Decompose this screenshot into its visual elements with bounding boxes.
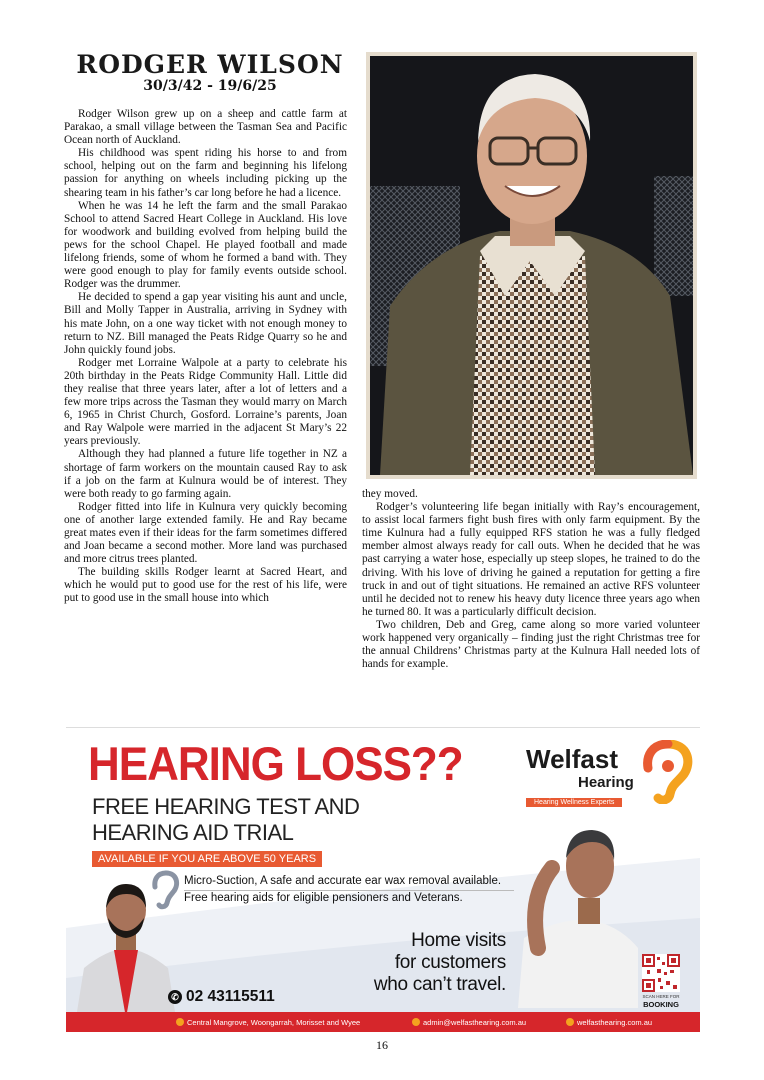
portrait-photo <box>366 52 697 479</box>
qr-caption: SCAN HERE FOR <box>642 994 680 999</box>
ad-subhead-line: HEARING AID TRIAL <box>92 820 294 845</box>
customer-photo <box>518 808 638 1008</box>
ad-footer <box>66 1012 700 1032</box>
footer-email[interactable]: admin@welfasthearing.com.au <box>412 1018 526 1027</box>
email-icon <box>412 1018 420 1026</box>
hearing-advertisement[interactable] <box>66 727 700 1032</box>
ear-logo-icon <box>642 740 694 804</box>
brand-name: Welfast <box>526 744 618 774</box>
home-line: for customers <box>394 952 506 973</box>
home-line: Home visits <box>411 930 506 951</box>
paragraph: The building skills Rodger learnt at Sacred Heart, and which he would put to good use for the rest of his life, were put to good use in the small house into which <box>64 566 347 605</box>
page-number: 16 <box>376 1038 388 1052</box>
service-line: Free hearing aids for eligible pensioners and Veterans. <box>184 892 463 904</box>
ad-subhead <box>92 794 359 846</box>
paragraph: they moved. <box>362 488 418 500</box>
paragraph: When he was 14 he left the farm and the small Parakao School to attend Sacred Heart College in Auckland. His love for woodwork and building evolved from helping build the pews for the school Chapel. He played football and made lifelong friends, some of whom he formed a band with. They were good enough to play for family events outside school. Rodger was the drummer. <box>64 199 347 291</box>
article-dates: 30/3/42 - 19/6/25 <box>143 78 277 94</box>
paragraph: Two children, Deb and Greg, came along so more varied volunteer work happened very organically – finding just the right Christmas tree for the annual Childrens’ Christmas party at the Kulnura Hall needed lots of hands for example. <box>362 618 700 671</box>
paragraph: His childhood was spent riding his horse to and from school, helping out on the farm and beginning his lifelong passion for anything on wheels including picking up the shearing team in his father’s car long before he had a licence. <box>64 147 347 199</box>
paragraph: Although they had planned a future life together in NZ a shortage of farm workers on the mountain caused Ray to ask if a job on the farm at Kulnura would be of interest. They were both ready to go farming again. <box>64 448 347 500</box>
paragraph: Rodger fitted into life in Kulnura very quickly becoming one of another large extended family. He and Ray became great mates even if their ideas for the farm sometimes differed and Joan became a second mother. More land was purchased and more citrus trees planted. <box>64 500 347 566</box>
paragraph: He decided to spend a gap year visiting his aunt and uncle, Bill and Molly Tapper in Australia, arriving in Sydney with his mate John, on a one way ticket with not enough money to return to NZ. Bill managed the Peats Ridge Quarry so he and John quickly found jobs. <box>64 291 347 356</box>
home-line: who can’t travel. <box>373 974 506 995</box>
article-left-column <box>64 108 347 606</box>
paragraph: Rodger’s volunteering life began initially with Ray’s encouragement, to assist local farmers fight bush fires with only farm equipment. By the time Kulnura had a fully equipped RFS station he was a fully fledged member almost always ready for call outs. When he decided that he was past carrying a water hose, especially up steep slopes, he trained to do the driving. With his love of driving he gained a reputation for getting a fire truck in and out of tight situations. He remained an active RFS volunteer until he decided not to renew his heavy duty licence three years ago when he turned 80. It was a particularly difficult decision. <box>362 501 700 618</box>
phone-icon: ✆ <box>168 990 182 1004</box>
brand-sub: Hearing <box>578 774 634 791</box>
brand-tagline: Hearing Wellness Experts <box>526 798 622 807</box>
paragraph: Rodger met Lorraine Walpole at a party to celebrate his 20th birthday in the Peats Ridge Community Hall. Little did they realise that three years later, after a lot of letters and a few more trips across the Tasman they would marry on March 6, 1965 in Christ Church, Gosford. Lorraine’s parents, Joan and Ray Walpole were married in the adjacent St Mary’s 22 years previously. <box>64 356 347 448</box>
web-icon <box>566 1018 574 1026</box>
age-badge: AVAILABLE IF YOU ARE ABOVE 50 YEARS <box>92 851 322 867</box>
service-line: Micro-Suction, A safe and accurate ear wax removal available. <box>184 875 502 887</box>
qr-booking: BOOKING <box>643 1000 679 1009</box>
divider <box>184 890 514 891</box>
footer-website[interactable]: welfasthearing.com.au <box>566 1018 652 1027</box>
phone-number[interactable] <box>168 988 275 1006</box>
article-title: RODGER WILSON <box>76 50 344 79</box>
welfast-logo[interactable] <box>524 738 694 814</box>
phone-text: 02 43115511 <box>186 988 275 1005</box>
ad-subhead-line: FREE HEARING TEST AND <box>92 794 360 819</box>
location-icon <box>176 1018 184 1026</box>
footer-locations: Central Mangrove, Woongarrah, Morisset and Wyee <box>176 1018 360 1027</box>
ad-headline: HEARING LOSS?? <box>88 738 463 791</box>
paragraph: Rodger Wilson grew up on a sheep and cattle farm at Parakao, a small village between the Tasman Sea and Pacific Ocean north of Auckland. <box>64 108 347 147</box>
qr-code-icon[interactable] <box>642 954 680 992</box>
article-right-column <box>362 488 700 671</box>
home-visits-text <box>356 930 506 996</box>
